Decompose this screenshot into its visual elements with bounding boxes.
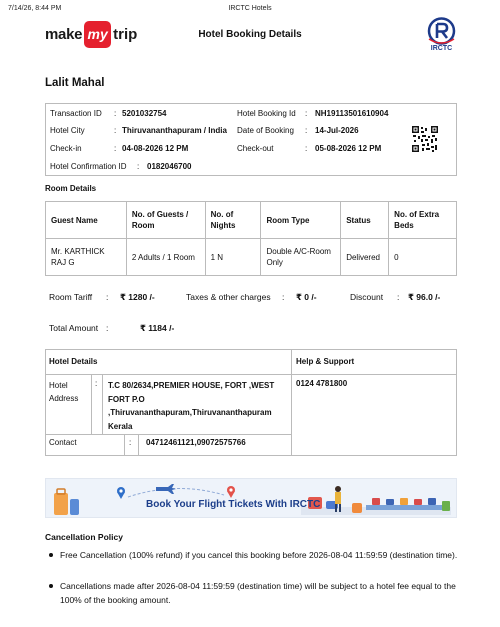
logo-trip: trip (113, 25, 138, 43)
irctc-emblem-icon (425, 17, 458, 47)
help-support-heading: Help & Support (296, 357, 355, 366)
colon: : (95, 379, 98, 388)
flight-booking-banner[interactable] (45, 478, 457, 518)
checkout-value: 05-08-2026 12 PM (315, 144, 382, 153)
logo-my: my (84, 21, 111, 48)
date-of-booking-label: Date of Booking (237, 126, 294, 135)
divider (291, 349, 292, 456)
hotel-booking-id-label: Hotel Booking Id (237, 109, 296, 118)
colon: : (129, 438, 132, 447)
room-details-heading: Room Details (45, 184, 97, 193)
hotel-details-heading: Hotel Details (49, 357, 98, 366)
guests-cell: 2 Adults / 1 Room (126, 239, 205, 276)
checkout-label: Check-out (237, 144, 274, 153)
total-amount-label: Total Amount (49, 323, 99, 333)
extra-beds-cell: 0 (389, 239, 457, 276)
irctc-logo-label: IRCTC (430, 45, 453, 52)
checkin-label: Check-in (50, 144, 82, 153)
contact-value: 04712461121,09072575766 (146, 438, 246, 447)
irctc-logo (425, 17, 458, 55)
colon: : (305, 144, 308, 153)
hotel-city-value: Thiruvananthapuram / India (122, 126, 227, 135)
colon: : (114, 144, 117, 153)
total-amount-value: ₹ 1184 /- (140, 323, 175, 333)
taxes-value: ₹ 0 /- (296, 292, 317, 302)
divider (102, 374, 103, 434)
colon: : (106, 292, 109, 302)
colon: : (305, 126, 308, 135)
taxes-label: Taxes & other charges (186, 292, 271, 302)
print-datetime: 7/14/26, 8:44 PM (8, 5, 62, 12)
checkin-value: 04-08-2026 12 PM (122, 144, 189, 153)
colon: : (282, 292, 285, 302)
status-cell: Delivered (341, 239, 389, 276)
discount-label: Discount (350, 292, 384, 302)
table-header: No. of Extra Beds (389, 202, 457, 239)
divider (91, 374, 92, 434)
room-table-header-row (46, 202, 457, 239)
divider (124, 434, 125, 456)
print-page-title: IRCTC Hotels (228, 5, 272, 12)
qr-code-icon (412, 126, 438, 152)
table-header: Room Type (261, 202, 341, 239)
banner-text[interactable]: Book Your Flight Tickets With IRCTC (146, 499, 321, 510)
room-tariff-label: Room Tariff (49, 292, 93, 302)
divider (138, 434, 139, 456)
table-header: No. of Nights (205, 202, 261, 239)
room-details-table (45, 201, 457, 276)
hotel-address-value: T.C 80/2634,PREMIER HOUSE, FORT ,WEST FORT P.O ,Thiruvananthapuram,Thiruvananthapuram Kerala (108, 381, 275, 431)
hotel-name: Lalit Mahal (45, 77, 105, 89)
divider (45, 374, 457, 375)
colon: : (305, 109, 308, 118)
colon: : (106, 323, 109, 333)
table-header: Guest Name (46, 202, 127, 239)
hotel-city-label: Hotel City (50, 126, 85, 135)
colon: : (114, 126, 117, 135)
transaction-id-value: 5201032754 (122, 109, 167, 118)
nights-cell: 1 N (205, 239, 261, 276)
list-item: Cancellations made after 2026-08-04 11:59:59 (destination time) will be subject to a hotel fee equal to the 100% of the booking amount. (60, 579, 460, 607)
table-header: No. of Guests / Room (126, 202, 205, 239)
colon: : (137, 162, 140, 171)
hotel-booking-id-value: NH19113501610904 (315, 109, 389, 118)
guest-name-cell: Mr. KARTHICK RAJ G (46, 239, 127, 276)
table-header: Status (341, 202, 389, 239)
divider (45, 434, 291, 435)
confirmation-value: 0182046700 (147, 162, 192, 171)
hotel-address-label: Hotel Address (49, 381, 79, 403)
room-tariff-value: ₹ 1280 /- (120, 292, 155, 302)
room-type-cell: Double A/C-Room Only (261, 239, 341, 276)
colon: : (397, 292, 400, 302)
cancellation-heading: Cancellation Policy (45, 532, 123, 542)
logo-make: make (45, 25, 83, 43)
date-of-booking-value: 14-Jul-2026 (315, 126, 359, 135)
contact-label: Contact (49, 438, 77, 447)
discount-value: ₹ 96.0 /- (408, 292, 441, 302)
table-row (46, 239, 457, 276)
list-item: Free Cancellation (100% refund) if you cancel this booking before 2026-08-04 11:59:59 (destination time). (60, 548, 460, 562)
transaction-id-label: Transaction ID (50, 109, 102, 118)
page-title: Hotel Booking Details (198, 29, 302, 40)
colon: : (114, 109, 117, 118)
confirmation-label: Hotel Confirmation ID (50, 162, 127, 171)
help-phone: 0124 4781800 (296, 379, 348, 388)
